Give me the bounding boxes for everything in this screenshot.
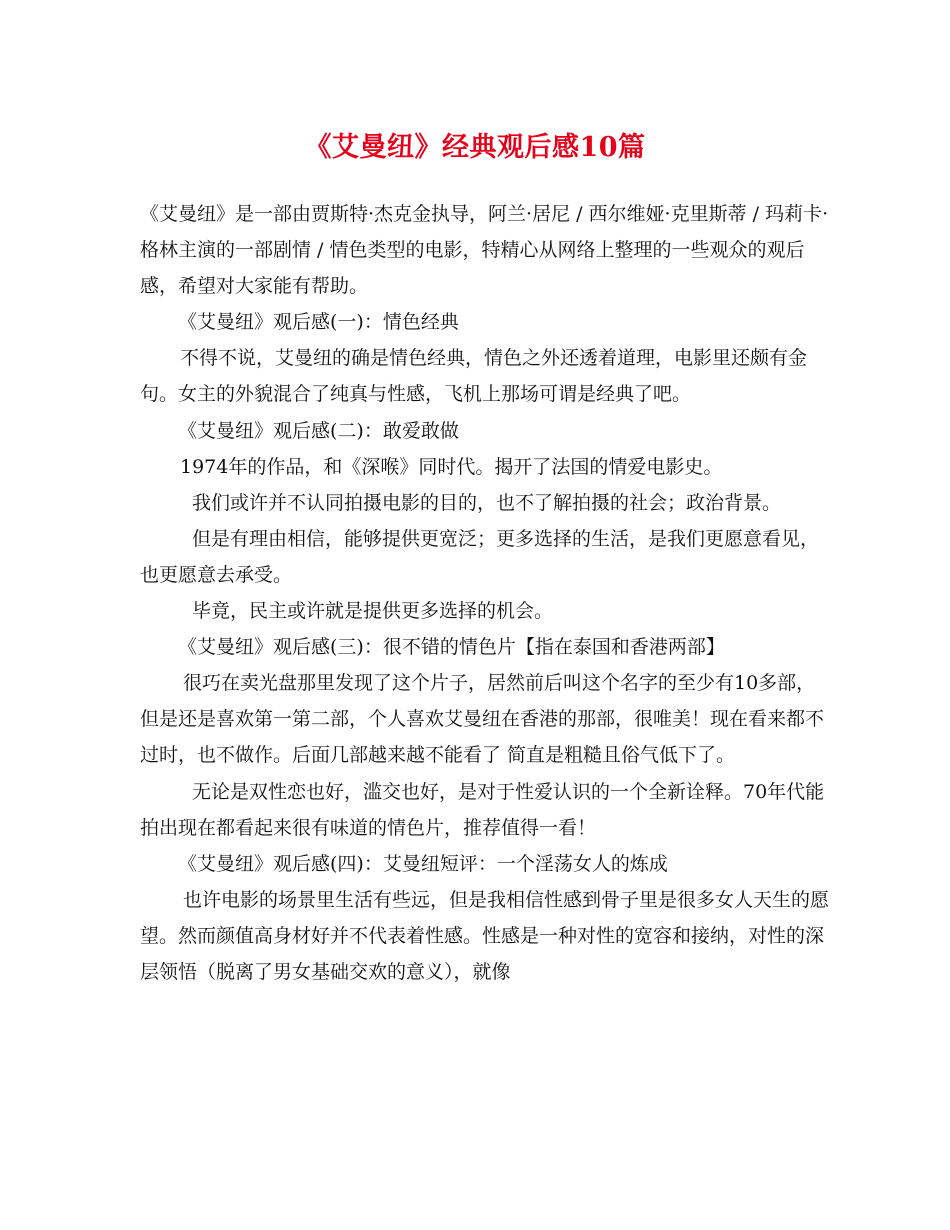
- document-title: 《艾曼纽》经典观后感10篇: [304, 132, 646, 163]
- section-heading-3: 《艾曼纽》观后感(三)：很不错的情色片【指在泰国和香港两部】: [178, 636, 725, 659]
- section-heading-1: 《艾曼纽》观后感(一)：情色经典: [178, 311, 459, 334]
- review-paragraph: 但是有理由相信，能够提供更宽泛；更多选择的生活，是我们更愿意看见，也更愿意去承受。: [140, 527, 820, 586]
- document-body: [140, 196, 830, 990]
- section-heading-2: 《艾曼纽》观后感(二)：敢爱敢做: [178, 419, 459, 442]
- review-paragraph: 我们或许并不认同拍摄电影的目的，也不了解拍摄的社会；政治背景。: [192, 491, 782, 514]
- review-paragraph: 1974年的作品，和《深喉》同时代。揭开了法国的情爱电影史。: [180, 455, 723, 478]
- review-paragraph: 毕竟，民主或许就是提供更多选择的机会。: [192, 600, 554, 623]
- review-paragraph: 无论是双性恋也好，滥交也好，是对于性爱认识的一个全新诠释。70年代能拍出现在都看起来很有味道的情色片，推荐值得一看！: [140, 780, 825, 839]
- review-paragraph: 很巧在卖光盘那里发现了这个片子，居然前后叫这个名字的至少有10多部，但是还是喜欢第一第二部，个人喜欢艾曼纽在香港的那部，很唯美！现在看来都不过时，也不做作。后面几部越来越不能看了 简直是粗糙且俗气低下了。: [140, 672, 825, 767]
- intro-paragraph: 《艾曼纽》是一部由贾斯特·杰克金执导，阿兰·居尼 / 西尔维娅·克里斯蒂 / 玛莉卡·格林主演的一部剧情 / 情色类型的电影，特精心从网络上整理的一些观众的观后感，希望对大家能有帮助。: [140, 203, 829, 298]
- review-paragraph: 也许电影的场景里生活有些远，但是我相信性感到骨子里是很多女人天生的愿望。然而颜值高身材好并不代表着性感。性感是一种对性的宽容和接纳，对性的深层领悟（脱离了男女基础交欢的意义），就像: [140, 888, 830, 983]
- section-heading-4: 《艾曼纽》观后感(四)：艾曼纽短评：一个淫荡女人的炼成: [178, 852, 668, 875]
- review-paragraph: 不得不说，艾曼纽的确是情色经典，情色之外还透着道理，电影里还颇有金句。女主的外貌混合了纯真与性感，飞机上那场可谓是经典了吧。: [140, 347, 808, 406]
